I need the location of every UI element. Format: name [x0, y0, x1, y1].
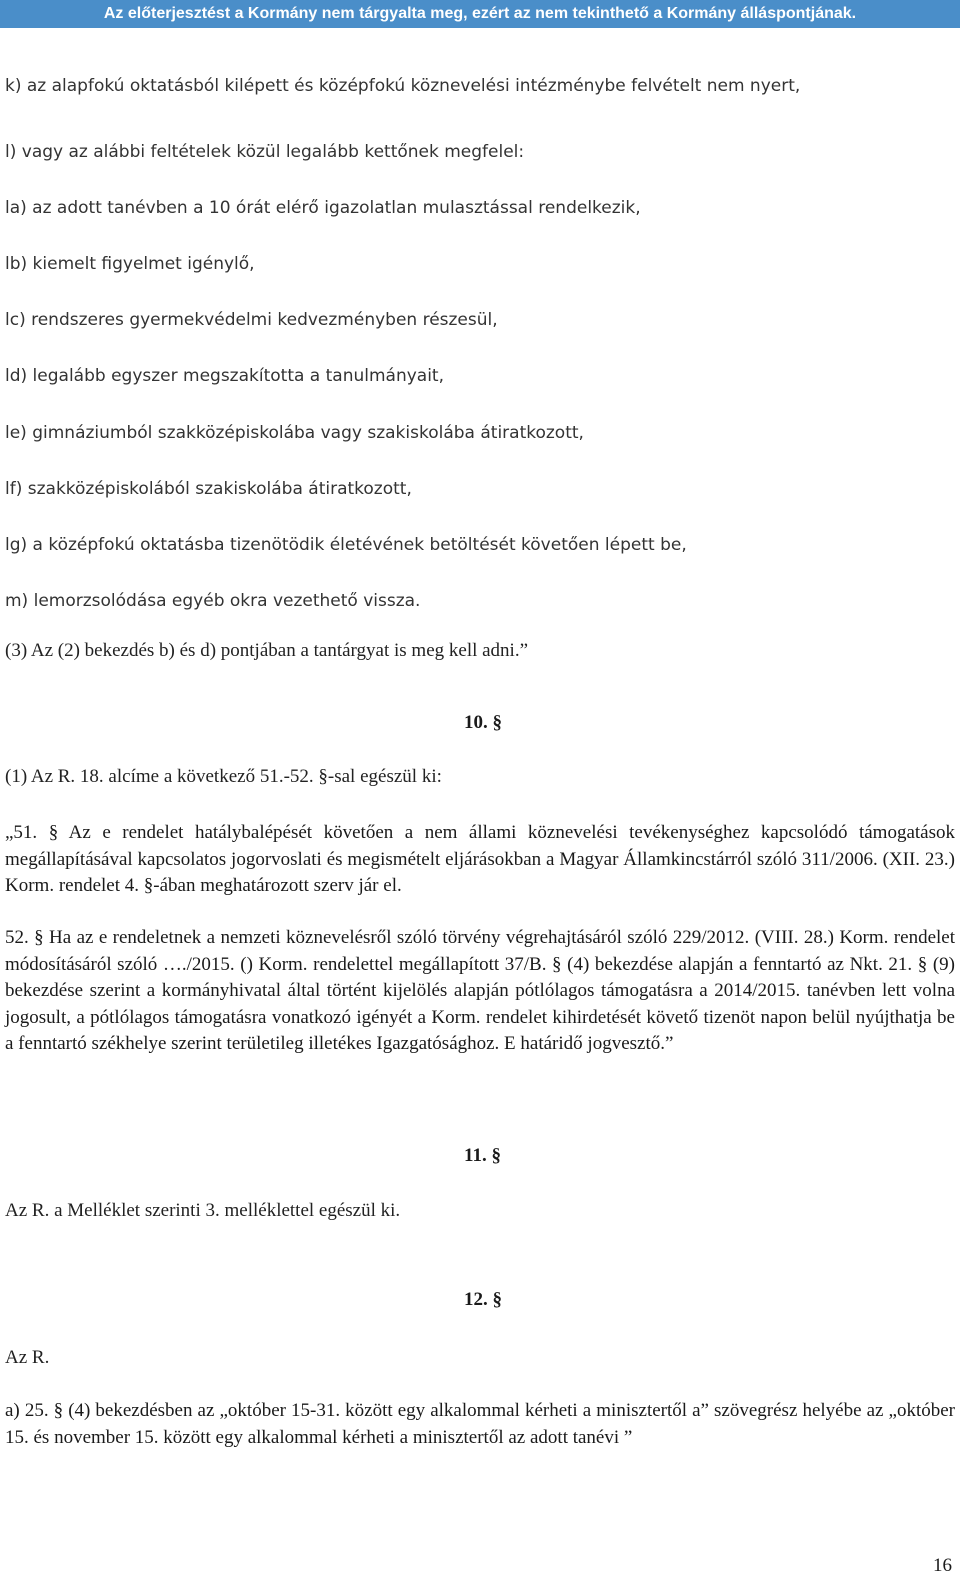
list-item: la) az adott tanévben a 10 órát elérő igazolatlan mulasztással rendelkezik, — [5, 198, 641, 218]
list-item: lb) kiemelt figyelmet igénylő, — [5, 254, 255, 274]
section-10-heading: 10. § — [464, 712, 502, 733]
list-item: m) lemorzsolódása egyéb okra vezethető vissza. — [5, 591, 421, 611]
paragraph-3: (3) Az (2) bekezdés b) és d) pontjában a tantárgyat is meg kell adni.” — [5, 640, 529, 661]
paragraph-51: „51. § Az e rendelet hatálybalépését követően a nem állami köznevelési tevékenységhez kapcsolódó támogatások megállapításával kapcsolatos jogorvoslati és megismételt eljárásokban a Magyar Államkincstárról szóló 311/2006. (XII. 23.) Korm. rendelet 4. §-ában meghatározott szerv jár el. — [5, 822, 955, 896]
section-12-intro: Az R. — [5, 1347, 50, 1368]
section-11-text: Az R. a Melléklet szerinti 3. melléklettel egészül ki. — [5, 1200, 401, 1221]
list-item: lc) rendszeres gyermekvédelmi kedvezményben részesül, — [5, 310, 498, 330]
list-item: ld) legalább egyszer megszakította a tanulmányait, — [5, 366, 445, 386]
list-item: lg) a középfokú oktatásba tizenötödik életévének betöltését követően lépett be, — [5, 535, 687, 555]
section-10-intro: (1) Az R. 18. alcíme a következő 51.-52. §-sal egészül ki: — [5, 766, 442, 787]
page-number: 16 — [933, 1555, 952, 1576]
section-11-heading: 11. § — [464, 1145, 501, 1166]
paragraph-52: 52. § Ha az e rendeletnek a nemzeti köznevelésről szóló törvény végrehajtásáról szóló 229/2012. (VIII. 28.) Korm. rendelet módosításáról szóló …./2015. () Korm. rendelettel megállapított 37/B. § (4) bekezdése alapján a fenntartó az Nkt. 21. § (9) bekezdése szerint a kormányhivatal által történt kijelölés alapján pótlólagos támogatásra a 2014/2015. tanévben lett volna jogosult, a pótlólagos támogatásra vonatkozó igényét a Korm. rendelet kihirdetését követő tizenöt napon belül nyújthatja be a fenntartó székhelye szerint területileg illetékes Igazgatósághoz. E határidő jogvesztő.” — [5, 927, 955, 1054]
paragraph-12a: a) 25. § (4) bekezdésben az „október 15-31. között egy alkalommal kérheti a minisztertől a” szövegrész helyébe az „október 15. és november 15. között egy alkalommal kérheti a minisztertől az adott tanévi ” — [5, 1400, 955, 1448]
list-item: lf) szakközépiskolából szakiskolába átiratkozott, — [5, 479, 412, 499]
section-12-heading: 12. § — [464, 1289, 502, 1310]
list-item: le) gimnáziumból szakközépiskolába vagy szakiskolába átiratkozott, — [5, 423, 584, 443]
draft-disclaimer-banner: Az előterjesztést a Kormány nem tárgyalta meg, ezért az nem tekinthető a Kormány álláspontjának. — [0, 0, 960, 28]
list-item: k) az alapfokú oktatásból kilépett és középfokú köznevelési intézménybe felvételt nem nyert, — [5, 76, 801, 96]
list-item: l) vagy az alábbi feltételek közül legalább kettőnek megfelel: — [5, 142, 525, 162]
